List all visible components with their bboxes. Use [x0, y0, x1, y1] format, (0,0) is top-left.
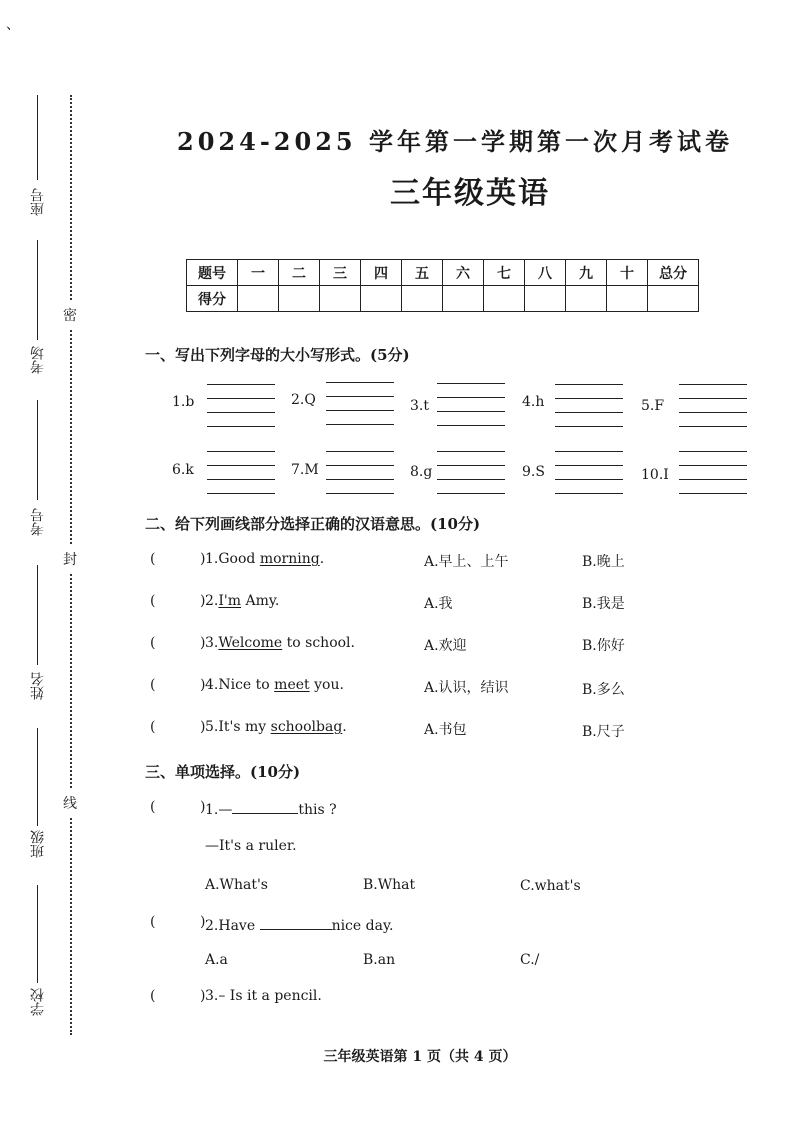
answer-bracket[interactable]: ( )	[150, 719, 206, 735]
score-cell[interactable]	[566, 286, 607, 312]
score-header-cell: 题号	[187, 260, 238, 286]
writing-lines[interactable]	[326, 382, 394, 434]
option-b: B.你好	[582, 638, 625, 654]
score-header-cell: 三	[320, 260, 361, 286]
answer-bracket[interactable]: ( )	[150, 799, 206, 815]
writing-lines[interactable]	[679, 451, 747, 503]
score-cell[interactable]	[484, 286, 525, 312]
option-b: B.我是	[582, 596, 625, 612]
sidebar-line	[37, 885, 38, 983]
question-text: 1.— this ?	[205, 799, 337, 818]
sidebar-label-class: 班级	[30, 830, 46, 858]
score-header-cell: 十	[607, 260, 648, 286]
letter-label: 2.Q	[291, 392, 316, 408]
score-cell[interactable]	[279, 286, 320, 312]
option-b: B.What	[363, 877, 416, 893]
sidebar-line	[37, 240, 38, 340]
letter-label: 4.h	[522, 394, 545, 410]
score-header-cell: 八	[525, 260, 566, 286]
writing-lines[interactable]	[555, 384, 623, 436]
answer-bracket[interactable]: ( )	[150, 677, 206, 693]
fill-blank[interactable]	[260, 915, 332, 930]
question-text: 5.It's my schoolbag.	[205, 719, 347, 735]
seal-char-xian: 线	[63, 790, 77, 816]
option-c: C.what's	[520, 878, 581, 894]
score-cell[interactable]	[607, 286, 648, 312]
sidebar-label-name: 姓名	[30, 672, 46, 700]
writing-lines[interactable]	[555, 451, 623, 503]
option-a: A.a	[205, 952, 228, 968]
score-table-header-row	[187, 260, 699, 286]
option-a: A.我	[424, 596, 453, 612]
score-header-cell: 七	[484, 260, 525, 286]
writing-lines[interactable]	[437, 383, 505, 435]
letter-label: 5.F	[641, 398, 665, 414]
score-cell[interactable]	[238, 286, 279, 312]
option-b: B.晚上	[582, 554, 625, 570]
question-text: 2.Have nice day.	[205, 915, 393, 934]
answer-bracket[interactable]: ( )	[150, 635, 206, 651]
score-header-cell: 六	[443, 260, 484, 286]
exam-subtitle: 三年级英语	[390, 176, 550, 211]
writing-lines[interactable]	[326, 451, 394, 503]
letter-label: 9.S	[522, 464, 545, 480]
sidebar-line	[37, 95, 38, 180]
sidebar-label-exam-no: 考号	[30, 508, 46, 536]
answer-bracket[interactable]: ( )	[150, 988, 206, 1004]
letter-label: 1.b	[172, 394, 195, 410]
score-header-cell: 总分	[648, 260, 699, 286]
section3-title: 三、单项选择。(10分)	[145, 763, 301, 781]
score-cell[interactable]	[361, 286, 402, 312]
exam-title: 2024-2025 学年第一学期第一次月考试卷	[177, 127, 733, 156]
fill-blank[interactable]	[232, 799, 298, 814]
score-header-cell: 五	[402, 260, 443, 286]
page-footer: 三年级英语第 1 页（共 4 页）	[323, 1049, 517, 1065]
option-b: B.多么	[582, 682, 625, 698]
score-header-cell: 二	[279, 260, 320, 286]
option-a: A.欢迎	[424, 638, 467, 654]
sidebar-line	[37, 728, 38, 826]
sidebar-label-school: 学校	[30, 988, 46, 1016]
question-text: 4.Nice to meet you.	[205, 677, 344, 693]
option-c: C./	[520, 952, 540, 968]
option-a: A.书包	[424, 722, 467, 738]
writing-lines[interactable]	[207, 451, 275, 503]
letter-label: 7.M	[291, 462, 319, 478]
question-text: 3.– Is it a pencil.	[205, 988, 322, 1004]
option-b: B.an	[363, 952, 396, 968]
section2-title: 二、给下列画线部分选择正确的汉语意思。(10分)	[145, 515, 481, 533]
question-text: 2.I'm Amy.	[205, 593, 280, 609]
score-header-cell: 九	[566, 260, 607, 286]
option-a: A.早上、上午	[424, 554, 509, 570]
letter-label: 3.t	[410, 398, 429, 414]
writing-lines[interactable]	[207, 384, 275, 436]
sidebar-line	[37, 565, 38, 665]
seal-char-feng: 封	[63, 546, 77, 572]
score-row-label: 得分	[187, 286, 238, 312]
letter-label: 6.k	[172, 462, 194, 478]
score-table	[186, 259, 699, 312]
letter-label: 8.g	[410, 464, 433, 480]
writing-lines[interactable]	[679, 384, 747, 436]
seal-char-mi: 密	[63, 302, 77, 328]
score-cell[interactable]	[525, 286, 566, 312]
sidebar-label-exam-room: 考场	[30, 346, 46, 374]
score-header-cell: 一	[238, 260, 279, 286]
question-text: 3.Welcome to school.	[205, 635, 355, 651]
letter-label: 10.I	[641, 467, 669, 483]
score-cell[interactable]	[402, 286, 443, 312]
score-cell[interactable]	[320, 286, 361, 312]
corner-mark: 、	[6, 17, 20, 33]
score-table-score-row	[187, 286, 699, 312]
option-b: B.尺子	[582, 724, 625, 740]
score-cell[interactable]	[443, 286, 484, 312]
score-header-cell: 四	[361, 260, 402, 286]
writing-lines[interactable]	[437, 451, 505, 503]
answer-text: —It's a ruler.	[205, 838, 297, 854]
sidebar-label-seat-no: 座号	[30, 188, 46, 216]
answer-bracket[interactable]: ( )	[150, 593, 206, 609]
score-cell[interactable]	[648, 286, 699, 312]
sidebar-line	[37, 400, 38, 500]
section1-title: 一、写出下列字母的大小写形式。(5分)	[145, 346, 410, 364]
option-a: A.What's	[205, 877, 268, 893]
question-text: 1.Good morning.	[205, 551, 325, 567]
answer-bracket[interactable]: ( )	[150, 551, 206, 567]
answer-bracket[interactable]: ( )	[150, 914, 206, 930]
option-a: A.认识，结识	[424, 680, 509, 696]
